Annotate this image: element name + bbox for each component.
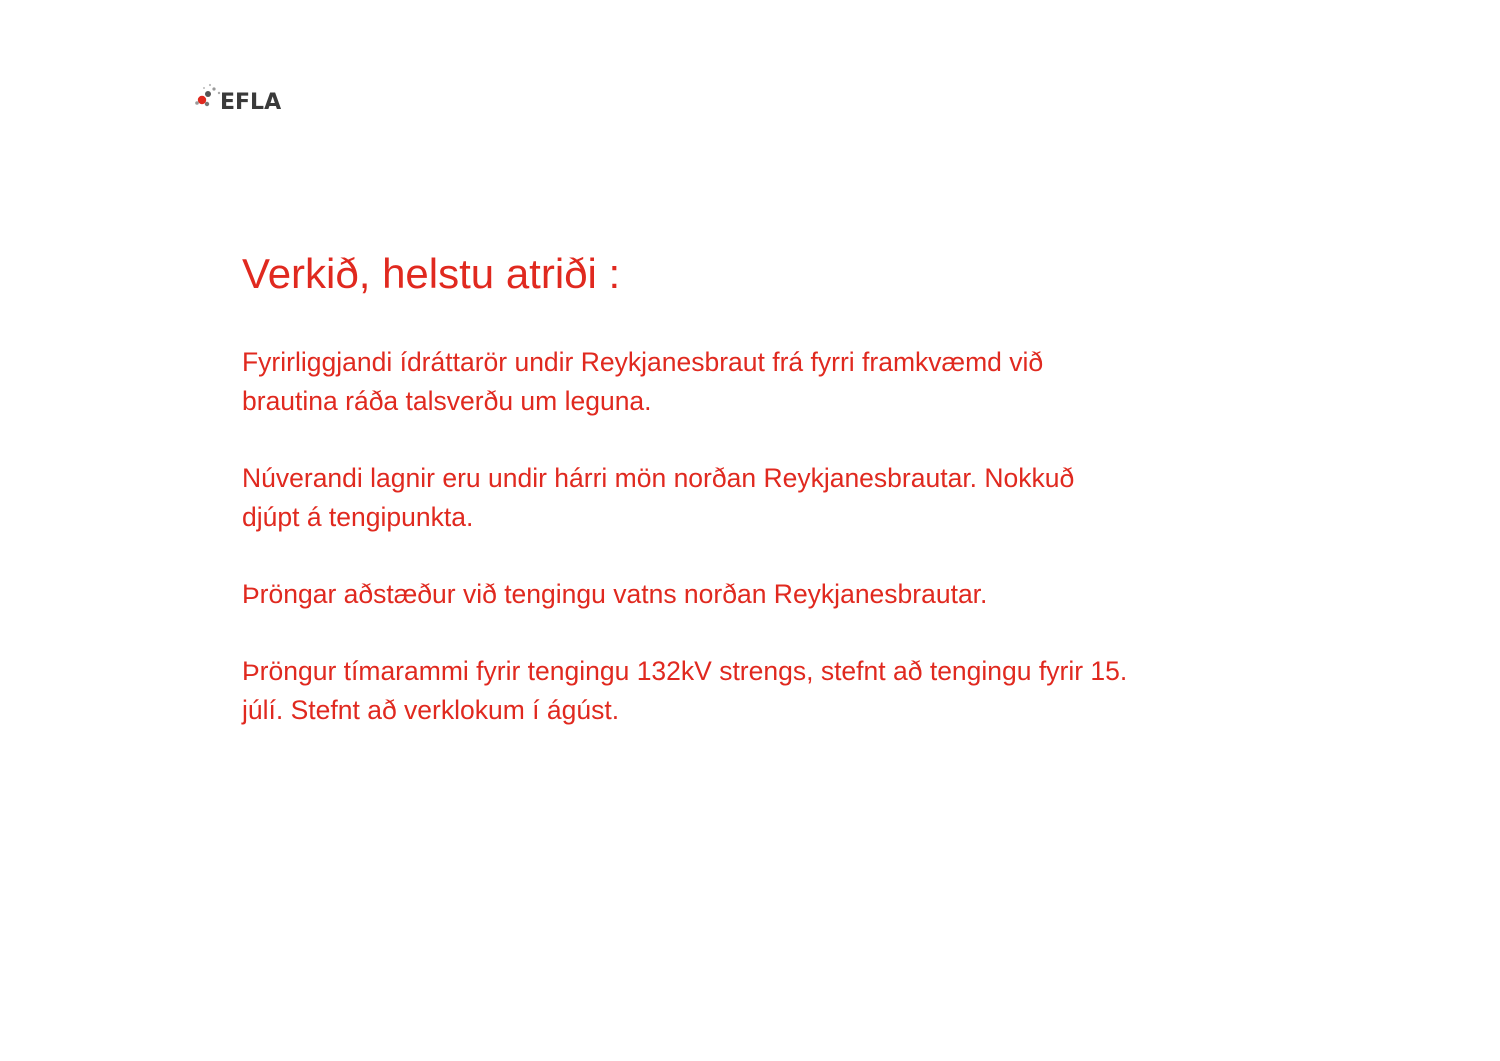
paragraph-3: Þröngar aðstæður við tengingu vatns norðan Reykjanesbrautar. — [242, 579, 988, 609]
logo-text: EFLA — [220, 90, 282, 114]
logo-dots-icon — [195, 84, 220, 106]
paragraph-2: Núverandi lagnir eru undir hárri mön norðan Reykjanesbrautar. Nokkuð djúpt á tengipunkta. — [242, 463, 1075, 532]
paragraph-4: Þröngur tímarammi fyrir tengingu 132kV strengs, stefnt að tengingu fyrir 15. júlí. Stefnt að verklokum í ágúst. — [242, 656, 1128, 725]
efla-logo — [194, 80, 304, 114]
slide-body — [242, 343, 1242, 768]
slide-title: Verkið, helstu atriði : — [242, 250, 621, 297]
paragraph-1: Fyrirliggjandi ídráttarör undir Reykjanesbraut frá fyrri framkvæmd við brautina ráða talsverðu um leguna. — [242, 347, 1044, 416]
